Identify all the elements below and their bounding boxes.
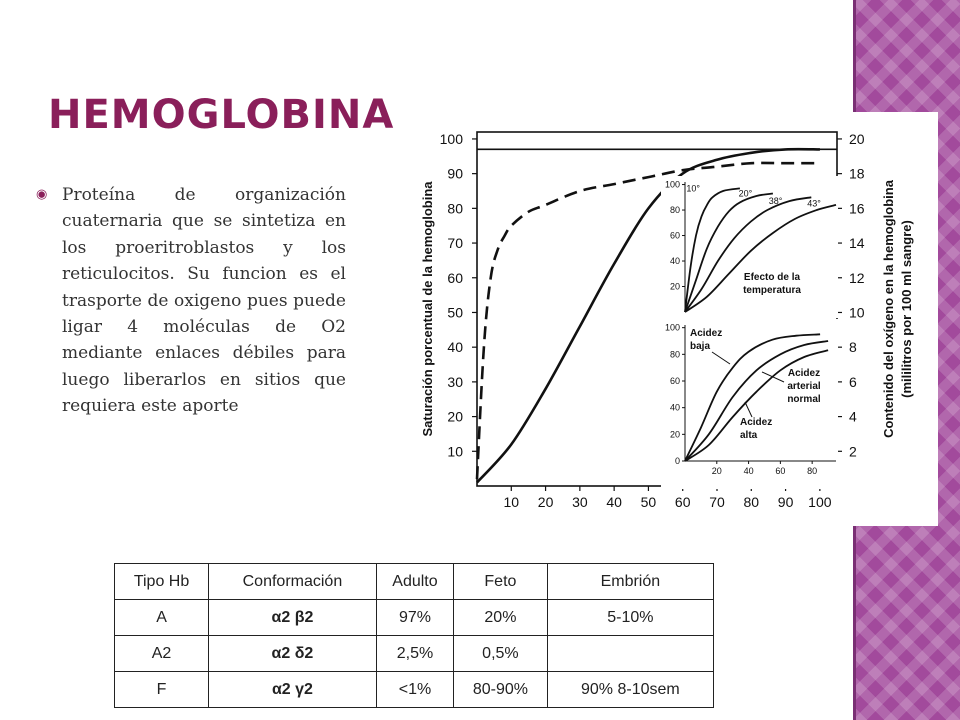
x-tick-label: 20: [537, 494, 554, 510]
acid-normal-label-1: Acidez: [787, 368, 821, 379]
temp-curve-label: 38°: [768, 196, 783, 207]
acid-x-tick-label: 60: [775, 466, 786, 476]
cell-embryo: 90% 8-10sem: [547, 672, 713, 708]
y-tick-label: 100: [439, 130, 463, 147]
acid-high-label-2: alta: [740, 430, 758, 441]
table-header-row: [115, 564, 714, 600]
acid-y-tick-label: 80: [669, 349, 680, 360]
y-tick-label: 10: [447, 443, 463, 460]
cell-adult: 97%: [376, 600, 453, 636]
x-tick-label: 60: [674, 494, 691, 510]
table-row: [115, 600, 714, 636]
x-tick-label: 50: [640, 494, 657, 510]
y2-tick-label: 4: [849, 408, 857, 425]
cell-embryo: [547, 636, 713, 672]
x-tick-label: 90: [777, 494, 794, 510]
acid-y-tick-label: 0: [674, 456, 680, 466]
x-tick-label: 10: [503, 494, 520, 510]
acid-low-label-1: Acidez: [690, 328, 723, 339]
col-tipo-hb: Tipo Hb: [115, 564, 209, 600]
y2-tick-label: 16: [849, 200, 865, 217]
y-tick-label: 90: [447, 165, 463, 182]
cell-fetus: 20%: [454, 600, 548, 636]
y-tick-label: 30: [447, 373, 463, 390]
y2-tick-label: 12: [849, 269, 865, 286]
temp-y-tick-label: 40: [669, 256, 680, 267]
cell-fetus: 80-90%: [454, 672, 548, 708]
y2-tick-label: 6: [849, 373, 857, 390]
acid-x-tick-label: 20: [711, 466, 722, 476]
acid-x-tick-label: 80: [807, 466, 818, 476]
y2-axis-label-units: (mililitros por 100 ml sangre): [899, 220, 914, 398]
cell-adult: 2,5%: [376, 636, 453, 672]
hemoglobin-types-table: [114, 563, 714, 708]
x-tick-label: 40: [606, 494, 622, 510]
acid-x-tick-label: 40: [743, 466, 754, 476]
acid-low-label-2: baja: [690, 341, 711, 352]
x-tick-label: 30: [572, 494, 588, 510]
target-bullet-icon: ◉: [36, 186, 48, 201]
col-feto: Feto: [454, 564, 548, 600]
cell-fetus: 0,5%: [454, 636, 548, 672]
inset-acidity: [661, 319, 838, 489]
table-row: [115, 636, 714, 672]
bullet-text: Proteína de organización cuaternaria que se sintetiza en los proeritroblastos y los reticulocitos. Su funcion es el trasporte de oxigeno pues puede ligar 4 moléculas de O2 mediante enlaces débiles para luego liberarlos en sitios que requiera este aporte: [62, 185, 346, 417]
y2-axis-label: Contenido del oxígeno en la hemoglobina: [881, 180, 896, 438]
temp-curve-label: 20°: [738, 188, 753, 199]
col-embrion: Embrión: [547, 564, 713, 600]
acid-high-label-1: Acidez: [740, 417, 773, 428]
acid-normal-label-2: arterial: [787, 381, 821, 392]
y-tick-label: 40: [447, 339, 463, 356]
temp-curve-label: 10°: [686, 183, 701, 194]
y2-tick-label: 20: [849, 130, 865, 147]
cell-conformation: α2 γ2: [209, 672, 377, 708]
col-adulto: Adulto: [376, 564, 453, 600]
y2-tick-label: 14: [849, 235, 865, 252]
table-row: [115, 672, 714, 708]
temp-y-tick-label: 80: [669, 205, 680, 216]
x-tick-label: 70: [709, 494, 725, 510]
y-tick-label: 70: [447, 235, 463, 252]
y2-tick-label: 8: [849, 339, 857, 356]
y2-tick-label: 18: [849, 165, 865, 182]
oxygen-dissociation-chart: [400, 112, 938, 526]
acid-y-tick-label: 60: [669, 376, 680, 386]
y2-tick-label: 10: [849, 304, 865, 321]
cell-adult: <1%: [376, 672, 453, 708]
cell-conformation: α2 β2: [209, 600, 377, 636]
slide-title: HEMOGLOBINA: [48, 92, 395, 138]
temp-curve-label: 43°: [807, 198, 821, 209]
acid-normal-label-3: normal: [787, 394, 821, 405]
y-axis-label: Saturación porcentual de la hemoglobina: [420, 181, 435, 437]
cell-conformation: α2 δ2: [209, 636, 377, 672]
x-tick-label: 100: [808, 494, 832, 510]
inset-temperature: [661, 176, 838, 318]
temp-y-tick-label: 60: [669, 230, 680, 241]
y-tick-label: 60: [447, 269, 463, 286]
y2-tick-label: 2: [849, 443, 857, 460]
acid-y-tick-label: 100: [664, 322, 680, 333]
cell-type: F: [115, 672, 209, 708]
temp-annotation-line1: Efecto de la: [743, 272, 801, 283]
y-tick-label: 20: [447, 408, 463, 425]
cell-type: A2: [115, 636, 209, 672]
col-conformacion: Conformación: [209, 564, 377, 600]
cell-type: A: [115, 600, 209, 636]
acid-y-tick-label: 20: [669, 429, 680, 440]
y-tick-label: 50: [447, 304, 463, 321]
acid-y-tick-label: 40: [669, 402, 680, 413]
bullet-paragraph: [36, 182, 346, 420]
cell-embryo: 5-10%: [547, 600, 713, 636]
x-tick-label: 80: [743, 494, 760, 510]
temp-y-tick-label: 20: [669, 281, 680, 292]
temp-annotation-line2: temperatura: [743, 285, 801, 296]
temp-y-tick-label: 100: [664, 179, 680, 190]
y-tick-label: 80: [447, 200, 463, 217]
